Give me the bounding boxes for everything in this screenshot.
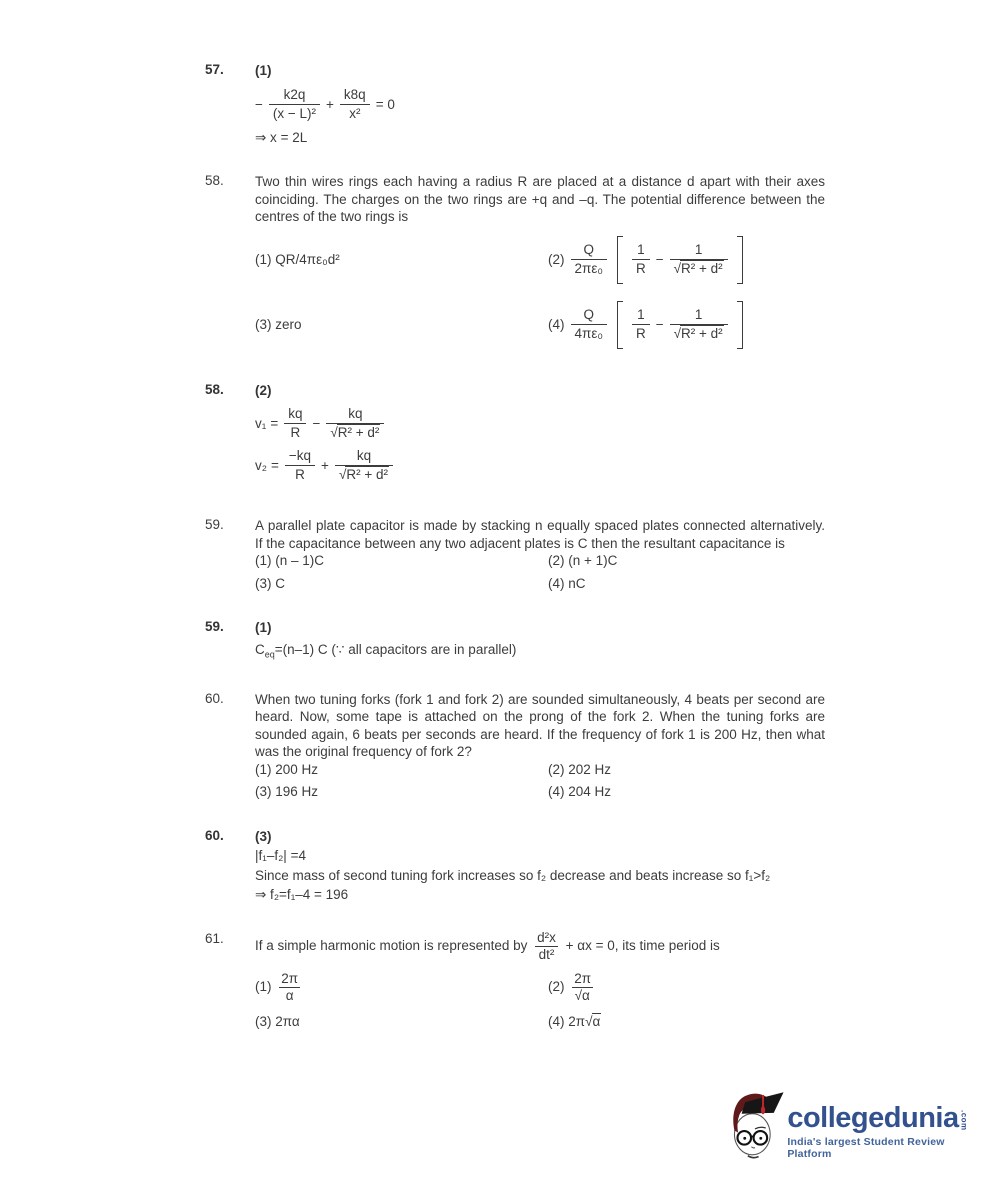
question-60-options bbox=[255, 761, 825, 801]
question-58 bbox=[205, 173, 825, 355]
fraction: $\frac{Q}{\text{4πε₀}}$ bbox=[571, 307, 607, 342]
answer-60-line2: Since mass of second tuning fork increases so f₂ decrease and beats increase so f₁>f₂ bbox=[255, 867, 771, 883]
answer-59-number: 59. bbox=[205, 619, 224, 634]
fraction: $\frac{kq}{R}$ bbox=[284, 406, 306, 441]
option-4: (4) $\frac{Q}{\text{4πε₀}}$ $\frac{1}{R}$ − $\frac{1}{\text{√R² + d²}}$ bbox=[548, 301, 825, 349]
question-59-options bbox=[255, 552, 825, 592]
answer-57-equation bbox=[255, 87, 825, 122]
logo-text bbox=[787, 1083, 970, 1160]
minus-sign: − bbox=[312, 416, 321, 431]
option-4: (4) 2π√α bbox=[548, 1013, 601, 1029]
brand-name: collegedunia bbox=[787, 1102, 959, 1134]
option-3: (3) 2πα bbox=[255, 1013, 300, 1029]
option-2: (2) (n + 1)C bbox=[548, 553, 618, 568]
fraction: $\frac{kq}{\text{√R² + d²}}$ bbox=[335, 448, 393, 483]
plus-sign: + bbox=[326, 96, 334, 112]
fraction: $\frac{1}{\text{√R² + d²}}$ bbox=[670, 307, 728, 342]
answer-60-number: 60. bbox=[205, 827, 224, 843]
option-1: (1) (n – 1)C bbox=[255, 553, 325, 568]
answer-57-choice: (1) bbox=[255, 63, 272, 78]
answer-57 bbox=[205, 62, 825, 146]
option-1: (1) QR/4πε₀d² bbox=[255, 251, 340, 267]
option-4: (4) 204 Hz bbox=[548, 784, 612, 800]
question-61 bbox=[205, 931, 825, 1031]
option-2: (2) $\frac{2\pi}{√\alpha}$ bbox=[548, 970, 592, 1003]
answer-60-line1: |f₁–f₂| =4 bbox=[255, 848, 306, 864]
answer-58-number: 58. bbox=[205, 381, 224, 397]
fraction: $\frac{k8q}{\text{x²}}$ bbox=[340, 87, 370, 122]
variable-v2: v₂ bbox=[255, 458, 267, 473]
radical-sign: √ bbox=[574, 987, 582, 1003]
brand-com-suffix: .com bbox=[959, 1110, 969, 1131]
fraction: $\frac{1}{\text{√R² + d²}}$ bbox=[670, 242, 728, 277]
answer-59-choice: (1) bbox=[255, 620, 272, 635]
answer-58-choice: (2) bbox=[255, 382, 272, 398]
equals-sign: = bbox=[271, 458, 279, 473]
question-61-options bbox=[255, 972, 825, 1031]
left-bracket bbox=[617, 236, 623, 284]
variable-v1: v₁ bbox=[255, 416, 267, 431]
answer-59-working: $C_{eq}=(n-1)$ C (∵ all capacitors are in parallel) bbox=[255, 641, 517, 660]
left-bracket bbox=[617, 301, 623, 349]
radical-sign: √ bbox=[673, 326, 682, 341]
answer-57-result: ⇒ x = 2L bbox=[255, 129, 308, 145]
minus-sign: − bbox=[655, 251, 664, 267]
answer-60-choice: (3) bbox=[255, 828, 272, 844]
radical-sign: √ bbox=[585, 1013, 593, 1029]
plus-sign: + bbox=[321, 458, 329, 473]
minus-sign: − bbox=[255, 96, 263, 112]
fraction: $\frac{k2q}{\text{(x − L)²}}$ bbox=[269, 87, 320, 122]
answer-58-equation-v1 bbox=[255, 406, 825, 441]
answer-57-number: 57. bbox=[205, 62, 224, 77]
question-61-text: If a simple harmonic motion is represented by $\frac{\text{d²x}}{\text{dt²}}$ + αx = 0, its time period is bbox=[255, 929, 720, 962]
question-58-options bbox=[255, 230, 825, 355]
fraction: $\frac{Q}{\text{2πε₀}}$ bbox=[571, 242, 607, 277]
minus-sign: − bbox=[655, 316, 664, 332]
fraction: $\frac{1}{R}$ bbox=[632, 307, 650, 342]
question-58-text: Two thin wires rings each having a radius R are placed at a distance d apart with their axes coinciding. The charges on the two rings are +q and –q. The potential difference between the centres of the two rings is bbox=[255, 174, 825, 224]
option-4: (4) nC bbox=[548, 575, 586, 591]
right-bracket bbox=[737, 236, 743, 284]
answer-58 bbox=[205, 382, 825, 491]
subscript-eq: eq bbox=[264, 649, 275, 660]
question-58-number: 58. bbox=[205, 173, 224, 188]
question-60-number: 60. bbox=[205, 690, 224, 706]
question-60-text: When two tuning forks (fork 1 and fork 2) are sounded simultaneously, 4 beats per second are heard. Now, some tape is attached on the prong of the fork 2. When the tuning forks are sounded again, 6 beats per seconds are heard. If the frequency of fork 1 is 200 Hz, then what was the original frequency of fork 2? bbox=[255, 691, 825, 760]
option-1: (1) $\frac{2\pi}{\alpha}$ bbox=[255, 970, 299, 1003]
question-59 bbox=[205, 517, 825, 592]
option-2: (2) 202 Hz bbox=[548, 761, 612, 777]
question-59-text: A parallel plate capacitor is made by stacking n equally spaced plates connected alternatively. If the capacitance between any two adjacent plates is C then the resultant capacitance is bbox=[255, 518, 825, 551]
option-3: (3) C bbox=[255, 575, 286, 591]
option-3: (3) 196 Hz bbox=[255, 784, 319, 800]
option-3: (3) zero bbox=[255, 316, 302, 332]
brand-tagline: India's largest Student Review Platform bbox=[787, 1136, 945, 1160]
answer-59 bbox=[205, 619, 825, 664]
collegedunia-logo bbox=[730, 1083, 970, 1173]
fraction: $\frac{2\pi}{√\alpha}$ bbox=[574, 970, 592, 1003]
option-1: (1) 200 Hz bbox=[255, 761, 319, 777]
answer-60-line3: ⇒ f₂=f₁–4 = 196 bbox=[255, 887, 349, 903]
fraction: $\frac{1}{R}$ bbox=[632, 242, 650, 277]
equals-zero: = 0 bbox=[375, 96, 395, 112]
equals-sign: = bbox=[270, 416, 279, 431]
answer-60 bbox=[205, 828, 825, 904]
answer-58-equation-v2 bbox=[255, 448, 825, 483]
question-60 bbox=[205, 691, 825, 801]
radical-sign: √ bbox=[338, 467, 347, 482]
question-59-number: 59. bbox=[205, 517, 224, 532]
fraction: $\frac{\text{d²x}}{\text{dt²}}$ bbox=[537, 929, 556, 962]
option-2: (2) $\frac{Q}{\text{2πε₀}}$ $\frac{1}{R}$ − $\frac{1}{\text{√R² + d²}}$ bbox=[548, 236, 825, 284]
document-content bbox=[205, 62, 825, 1057]
fraction: $\frac{kq}{\text{√R² + d²}}$ bbox=[326, 406, 384, 441]
fraction: $\frac{-kq}{R}$ bbox=[285, 448, 315, 483]
right-bracket bbox=[737, 301, 743, 349]
collegedunia-mascot-icon bbox=[730, 1083, 785, 1173]
radical-sign: √ bbox=[330, 425, 338, 440]
question-61-number: 61. bbox=[205, 930, 224, 946]
fraction: $\frac{2\pi}{\alpha}$ bbox=[281, 970, 299, 1003]
radical-sign: √ bbox=[673, 261, 682, 276]
